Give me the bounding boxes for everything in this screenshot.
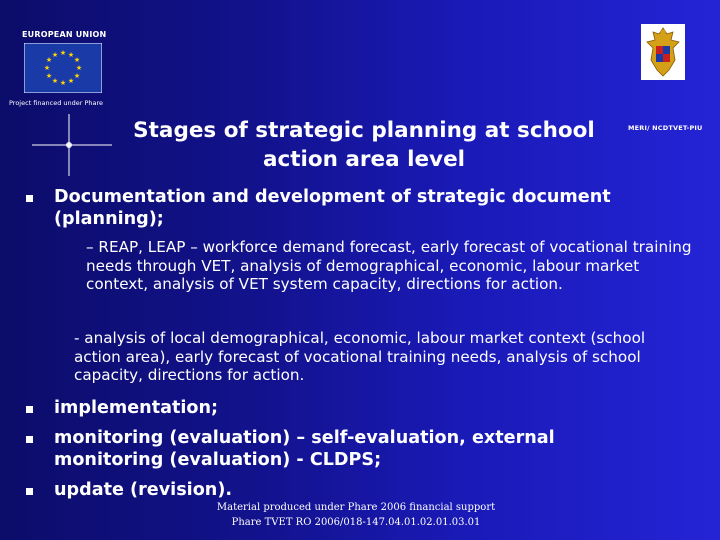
- eu-label: EUROPEAN UNION: [22, 30, 107, 39]
- bullet-item: update (revision).: [54, 480, 233, 500]
- svg-text:★: ★: [45, 72, 53, 80]
- svg-text:★: ★: [51, 77, 59, 85]
- svg-text:★: ★: [59, 79, 67, 87]
- svg-text:★: ★: [67, 77, 75, 85]
- footer: [214, 500, 498, 530]
- bullet-square-icon: [24, 433, 36, 445]
- svg-text:★: ★: [51, 51, 59, 59]
- svg-text:★: ★: [73, 56, 81, 64]
- bullet-square-icon: [24, 192, 36, 204]
- sub-item: – REAP, LEAP – workforce demand forecast, early forecast of vocational training needs through VET, analysis of demographical, economic, labour market context, analysis of VET system capacity, directions for action.: [86, 238, 692, 293]
- page-title: Stages of strategic planning at school action area level: [133, 118, 595, 172]
- bullet-item: monitoring (evaluation) – self-evaluation, external monitoring (evaluation) - CLDPS;: [54, 428, 555, 470]
- project-financing-label: Project financed under Phare: [9, 99, 104, 107]
- svg-text:★: ★: [59, 49, 67, 57]
- bullet-item: implementation;: [54, 398, 219, 418]
- bullet-item: Documentation and development of strategic document (planning);: [54, 187, 611, 229]
- ministry-label: MERI/ NCDTVET-PIU: [628, 124, 703, 132]
- svg-text:★: ★: [75, 64, 83, 72]
- eu-flag-icon: [24, 43, 102, 93]
- svg-text:★: ★: [43, 64, 51, 72]
- bullet-square-icon: [24, 485, 36, 497]
- svg-text:★: ★: [67, 51, 75, 59]
- romanian-crest-icon: [641, 24, 685, 80]
- svg-text:★: ★: [45, 56, 53, 64]
- bullet-square-icon: [24, 403, 36, 415]
- footer-line: Phare TVET RO 2006/018-147.04.01.02.01.03.01: [231, 517, 481, 528]
- footer-line: Material produced under Phare 2006 financial support: [216, 502, 496, 513]
- svg-text:★: ★: [73, 72, 81, 80]
- sub-item: - analysis of local demographical, economic, labour market context (school action area), early forecast of vocational training needs, analysis of school capacity, directions for action.: [74, 329, 646, 384]
